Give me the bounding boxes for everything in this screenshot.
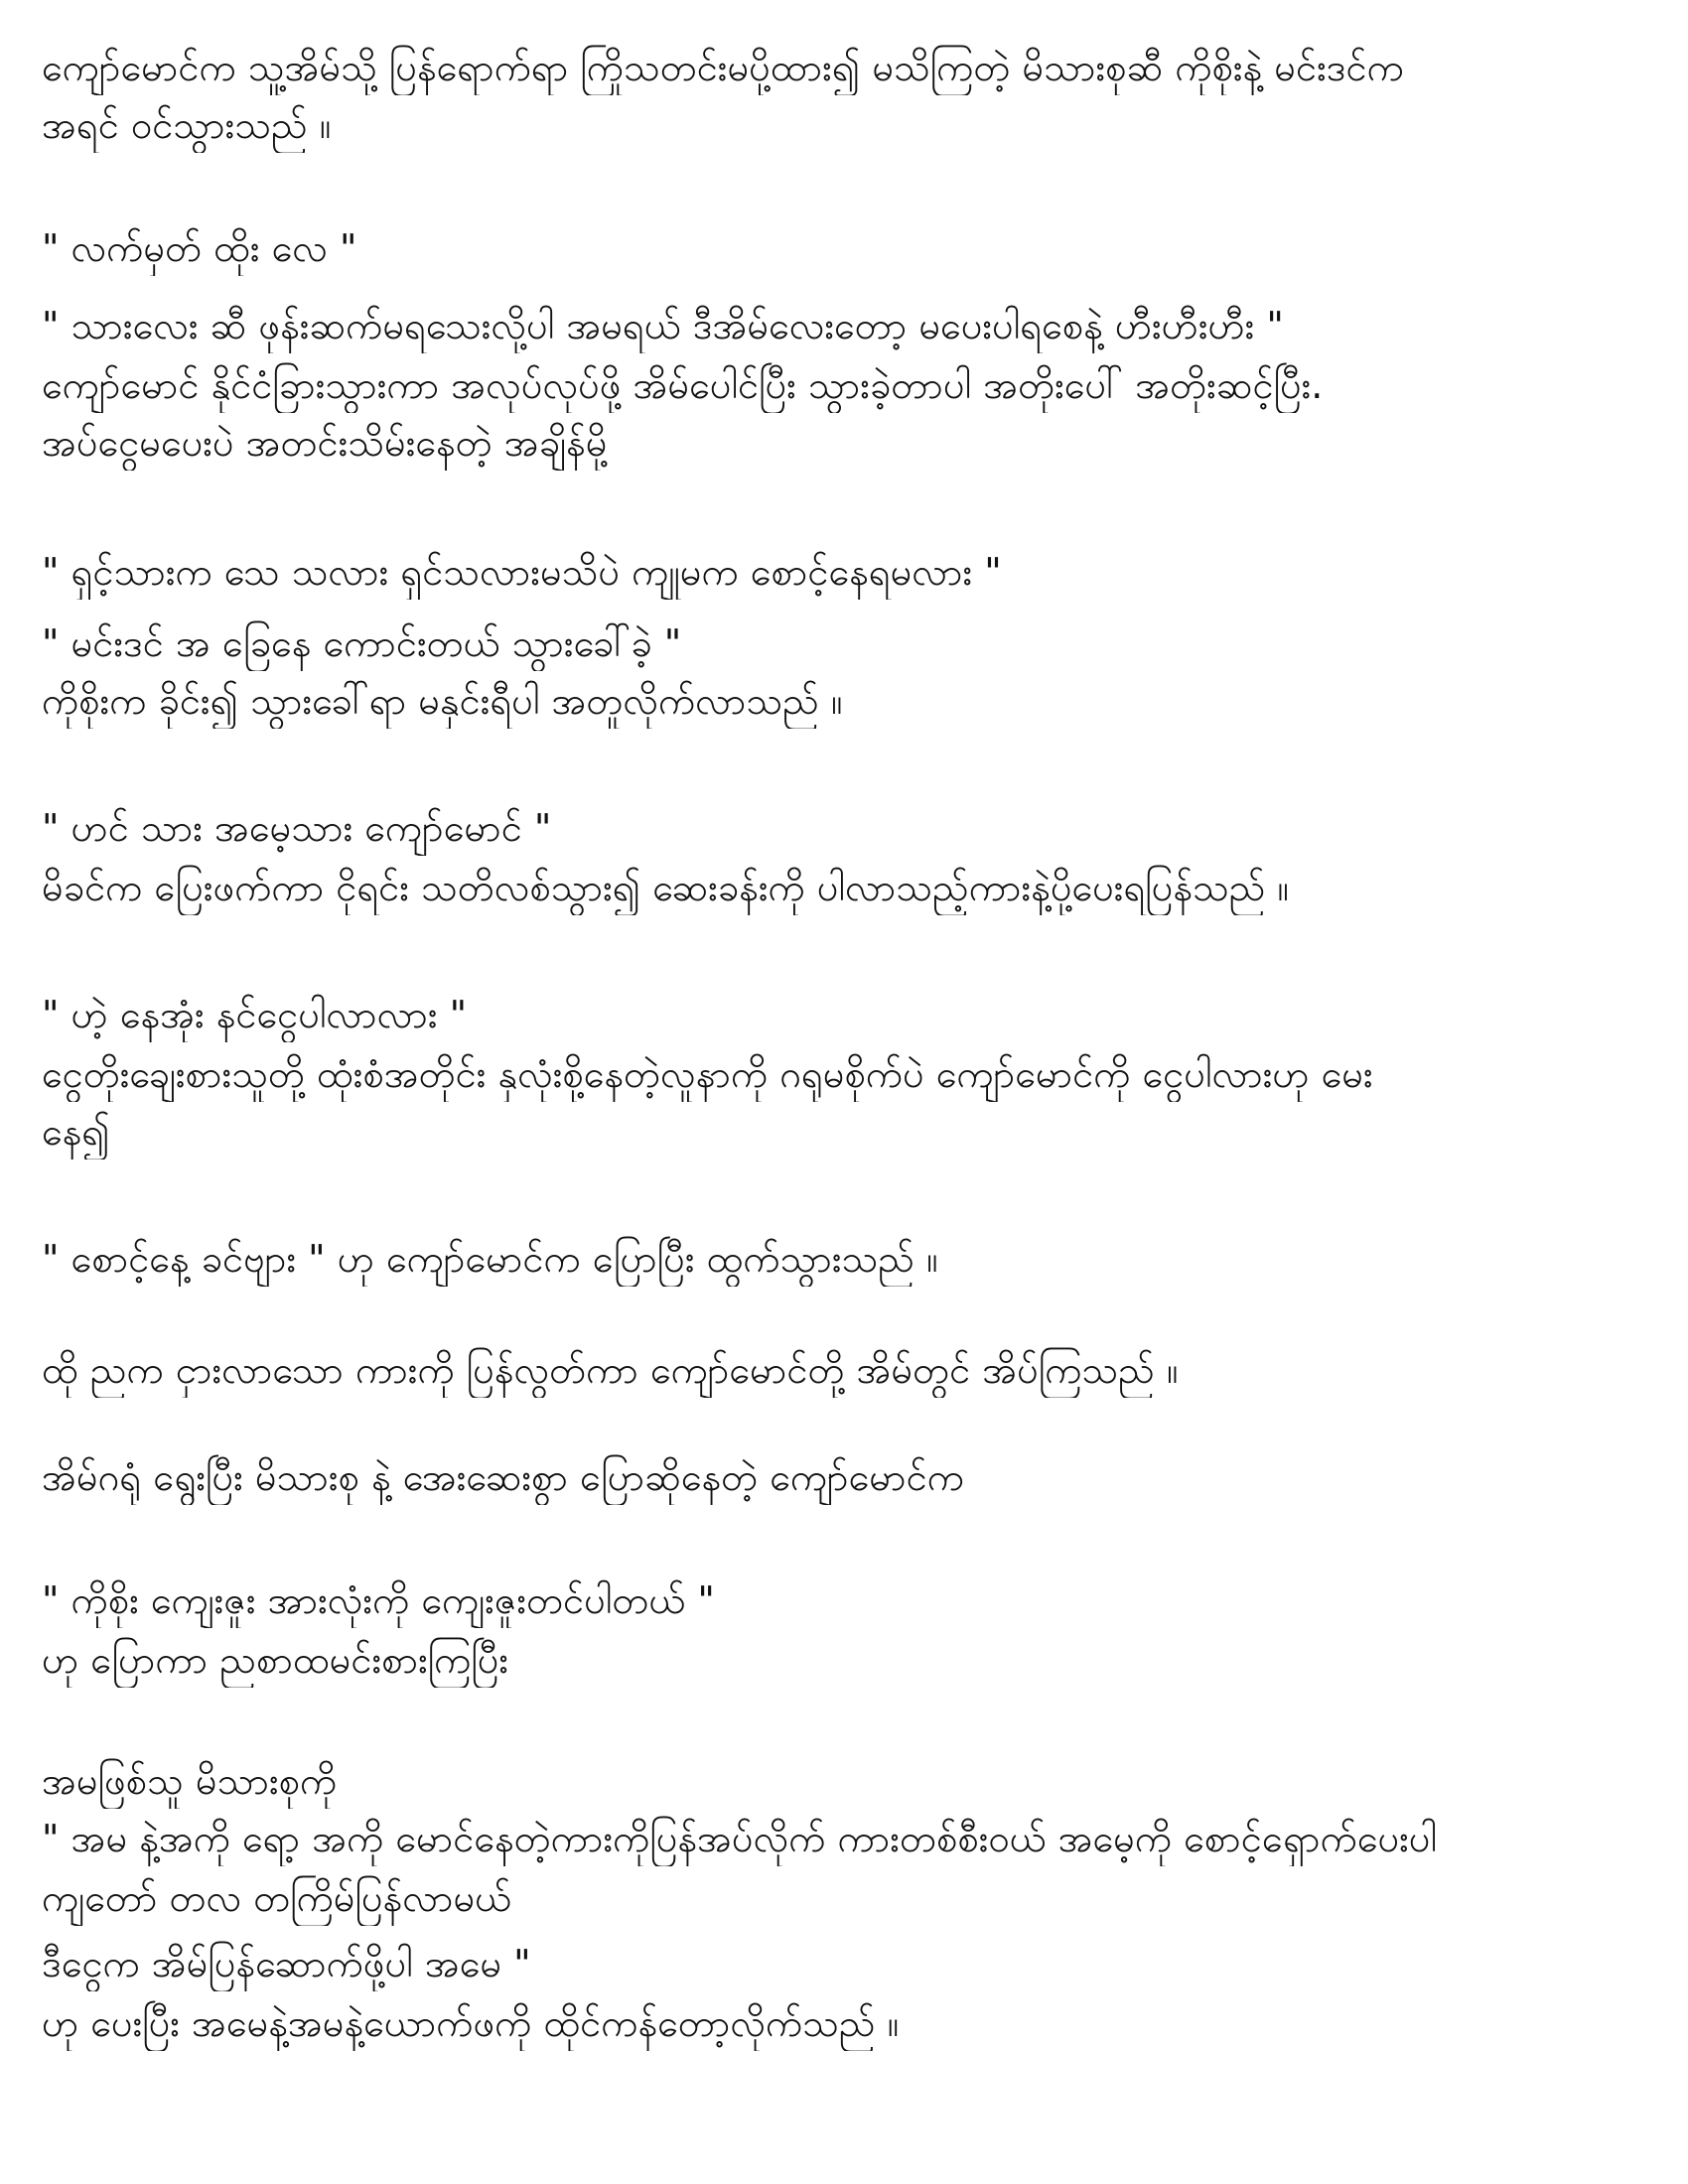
text-line: ဟု ပေးပြီး အမေနဲ့အမနဲ့ယောက်ဖကို ထိုင်ကန်တော့လိုက်သည် ။ [42, 2001, 900, 2045]
text-line: " ဟဲ့ နေအုံး နင်ငွေပါလာလား " [42, 993, 468, 1036]
text-line: နေ၍ [42, 1110, 110, 1154]
text-line: ကျော်မောင်က သူ့အိမ်သို့ ပြန်ရောက်ရာ ကြိုသတင်းမပို့ထား၍ မသိကြတဲ့ မိသားစုဆီ ကိုစိုးနဲ့ မင်းဒင်က [42, 46, 1404, 89]
text-line: " မင်းဒင် အ ခြေနေ ကောင်းတယ် သွားခေါ်ခဲ့ " [42, 621, 682, 665]
text-line: အိမ်ဂရုံ ရွေးပြီး မိသားစု နဲ့ အေးဆေးစွာ ပြောဆိုနေတဲ့ ကျော်မောင်က [42, 1455, 964, 1499]
text-line: " သားလေး ဆီ ဖုန်းဆက်မရသေးလို့ပါ အမရယ် ဒီအိမ်လေးတော့ မပေးပါရစေနဲ့ ဟီးဟီးဟီး " [42, 304, 1284, 347]
text-line: ကျတော် တလ တကြိမ်ပြန်လာမယ် [42, 1876, 512, 1920]
text-line: " ဟင် သား အမေ့သား ကျော်မောင် " [42, 806, 552, 850]
text-line: ကျော်မောင် နိုင်ငံခြားသွားကာ အလုပ်လုပ်ဖို့ အိမ်ပေါင်ပြီး သွားခဲ့တာပါ အတိုးပေါ် အတိုးဆင့်ပြီး. [42, 363, 1324, 407]
text-line: " ရှင့်သားက သေ သလား ရှင်သလားမသိပဲ ကျုမက စောင့်နေရမလား " [42, 550, 1002, 594]
text-line: ဒီငွေက အိမ်ပြန်ဆောက်ဖို့ပါ အမေ " [42, 1942, 531, 1985]
text-line: " အမ နဲ့အကို ရော့ အကို မောင်နေတဲ့ကားကိုပြန်အပ်လိုက် ကားတစ်စီးဝယ် အမေ့ကို စောင့်ရှောက်ပေးပါ [42, 1817, 1438, 1860]
text-line: အရင် ဝင်သွားသည် ။ [42, 103, 332, 147]
text-line: " စောင့်နေ့ ခင်ဗျား " ဟု ကျော်မောင်က ပြောပြီး ထွက်သွားသည် ။ [42, 1237, 938, 1281]
text-line: မိခင်က ပြေးဖက်ကာ ငိုရင်း သတိလစ်သွား၍ ဆေးခန်းကို ပါလာသည့်ကားနဲ့ပို့ပေးရပြန်သည် ။ [42, 866, 1290, 909]
text-line: အမဖြစ်သူ မိသားစုကို [42, 1759, 338, 1803]
text-line: အပ်ငွေမပေးပဲ အတင်းသိမ်းနေတဲ့ အချိန်မို့ [42, 421, 608, 465]
text-line: ငွေတိုးချေးစားသူတို့ ထုံးစံအတိုင်း နှလုံးစို့နေတဲ့လူနာကို ဂရုမစိုက်ပဲ ကျော်မောင်ကို ငွေပါလားဟု မေး [42, 1052, 1373, 1096]
text-line: ထို ညက ငှားလာသော ကားကို ပြန်လွတ်ကာ ကျော်မောင်တို့ အိမ်တွင် အိပ်ကြသည် ။ [42, 1348, 1179, 1392]
text-line: " လက်မှတ် ထိုး လေ " [42, 226, 357, 270]
text-line: ဟု ပြောကာ ညစာထမင်းစားကြပြီး [42, 1638, 509, 1682]
text-line: " ကိုစိုး ကျေးဇူး အားလုံးကို ကျေးဇူးတင်ပါတယ် " [42, 1578, 715, 1622]
text-line: ကိုစိုးက ခိုင်း၍ သွားခေါ်ရာ မနှင်းရီပါ အတူလိုက်လာသည် ။ [42, 679, 843, 723]
